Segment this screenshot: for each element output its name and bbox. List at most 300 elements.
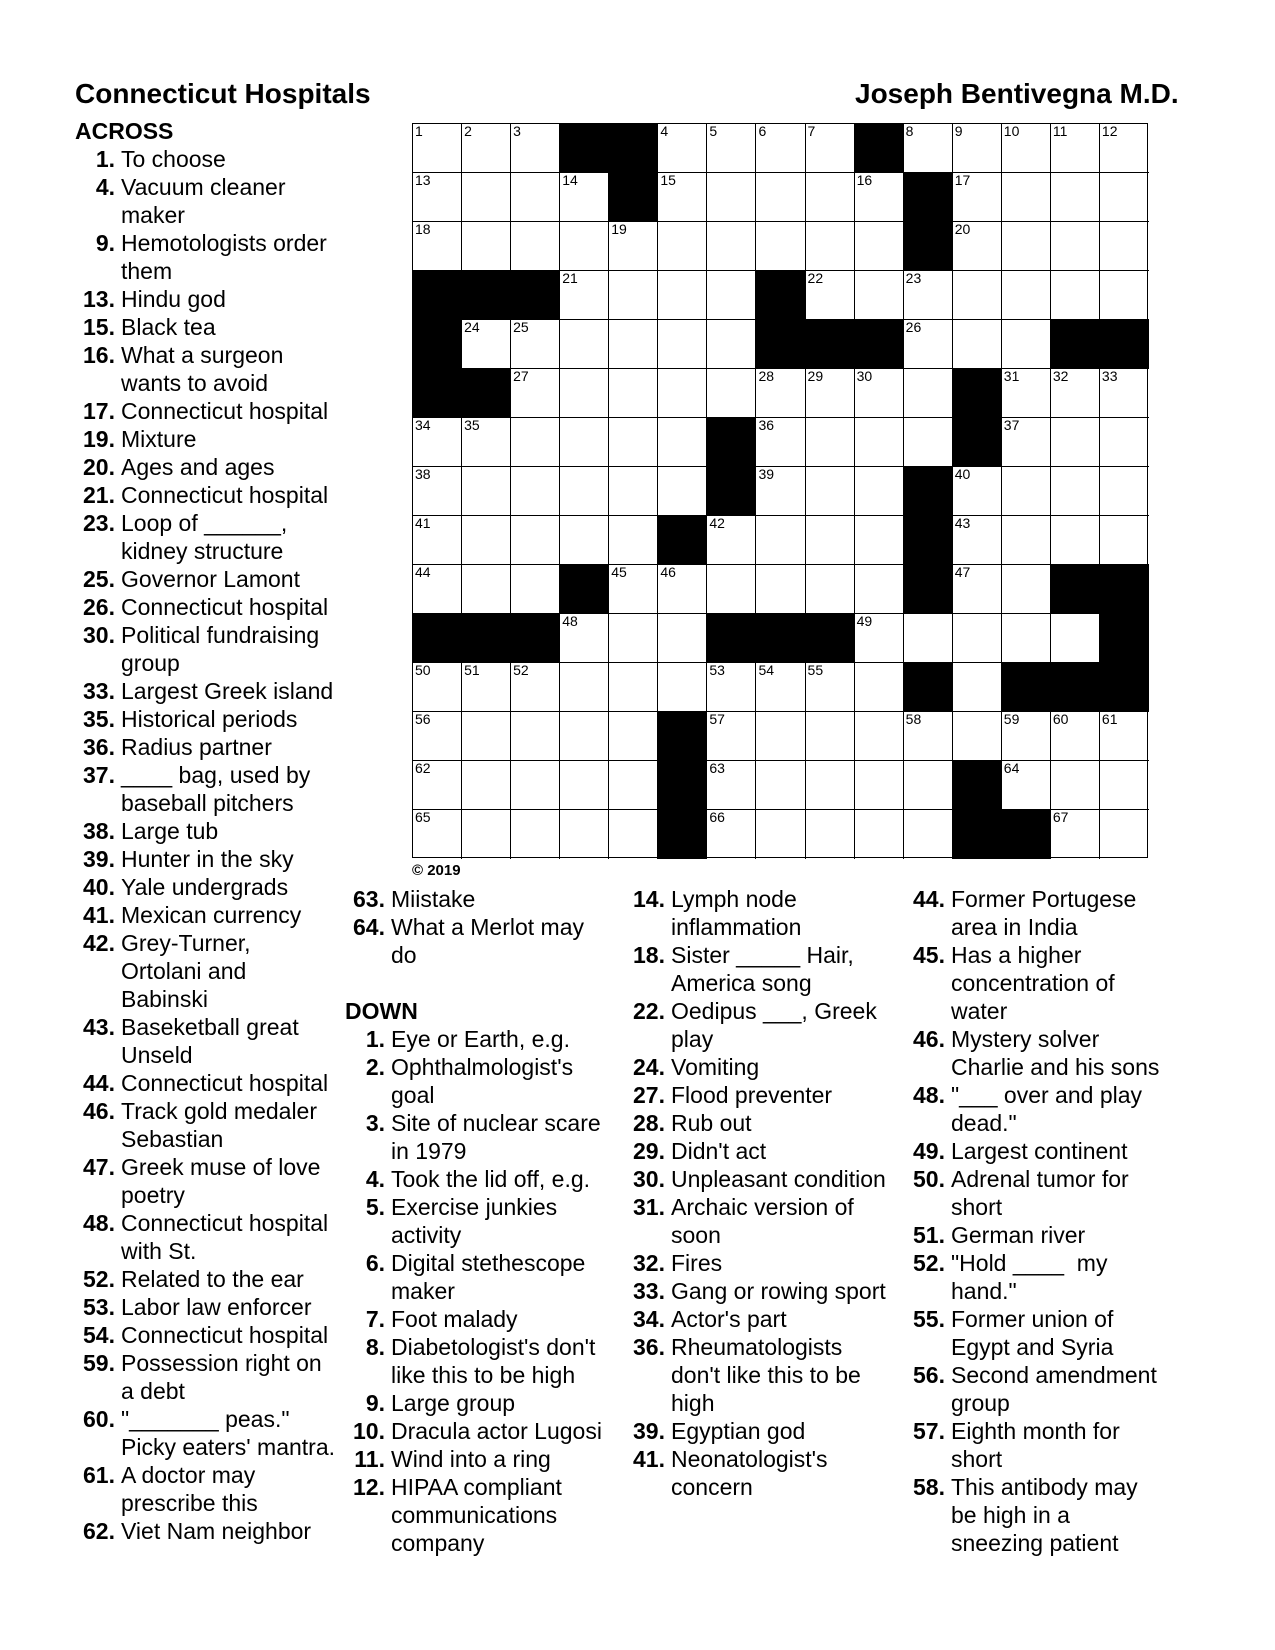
grid-cell[interactable] [904,369,953,418]
grid-cell[interactable] [560,810,609,859]
grid-cell[interactable] [658,173,707,222]
grid-cell[interactable] [560,516,609,565]
grid-cell[interactable] [658,124,707,173]
grid-cell[interactable] [1002,761,1051,810]
grid-cell[interactable] [560,173,609,222]
cell-number: 36 [758,417,775,433]
grid-cell[interactable] [707,516,756,565]
grid-cell[interactable] [953,320,1002,369]
grid-cell[interactable] [1051,761,1100,810]
clue-number: 53. [83,1294,115,1320]
grid-cell[interactable] [1100,222,1149,271]
cell-number: 3 [513,123,521,139]
clue-text: Labor law enforcer [121,1294,312,1320]
grid-cell[interactable] [1051,418,1100,467]
clue-item [905,1361,1205,1417]
clue-number: 43. [83,1014,115,1040]
grid-cell[interactable] [413,124,462,173]
clue-text: Former union of Egypt and Syria [951,1306,1114,1360]
grid-cell[interactable] [855,565,904,614]
grid-cell[interactable] [855,271,904,320]
grid-cell[interactable] [756,761,805,810]
grid-cell[interactable] [1051,222,1100,271]
clue-number: 39. [83,846,115,872]
clues-column-1 [75,117,345,1545]
clue-item [905,1305,1205,1361]
grid-cell[interactable] [855,418,904,467]
grid-cell[interactable] [1100,516,1149,565]
grid-cell[interactable] [560,418,609,467]
grid-cell[interactable] [609,467,658,516]
clue-item [345,1417,625,1445]
grid-cell[interactable] [658,663,707,712]
spacer [345,969,625,997]
black-square [904,222,953,271]
grid-cell[interactable] [462,467,511,516]
clue-item [625,997,905,1053]
cell-number: 62 [415,760,431,776]
grid-cell[interactable] [1100,124,1149,173]
clue-item [625,1305,905,1333]
clue-number: 9. [95,230,115,256]
clue-item [345,913,625,969]
grid-cell[interactable] [609,712,658,761]
clue-number: 9. [365,1390,385,1416]
clue-item [75,229,345,285]
cell-number: 4 [660,123,669,139]
cell-number: 13 [415,172,431,188]
cell-number: 27 [513,368,529,384]
grid-cell[interactable] [511,418,560,467]
grid-cell[interactable] [1002,712,1051,761]
clue-number: 17. [83,398,115,424]
grid-cell[interactable] [462,222,511,271]
clue-item [625,1081,905,1109]
grid-cell[interactable] [560,222,609,271]
grid-cell[interactable] [855,516,904,565]
grid-cell[interactable] [707,173,756,222]
black-square [904,467,953,516]
clue-item [75,845,345,873]
grid-cell[interactable] [658,369,707,418]
grid-cell[interactable] [511,516,560,565]
grid-cell[interactable] [953,124,1002,173]
grid-cell[interactable] [1100,810,1149,859]
grid-cell[interactable] [658,614,707,663]
clue-number: 27. [633,1082,665,1108]
grid-cell[interactable] [462,663,511,712]
clue-text: Vomiting [671,1054,760,1080]
clue-text: A doctor may prescribe this [121,1462,258,1516]
clue-number: 10. [353,1418,385,1444]
grid-cell[interactable] [756,663,805,712]
clue-text: Related to the ear [121,1266,304,1292]
grid-cell[interactable] [511,222,560,271]
clue-item [625,1053,905,1081]
clue-number: 59. [83,1350,115,1376]
grid-cell[interactable] [413,222,462,271]
grid-cell[interactable] [462,712,511,761]
cell-number: 5 [709,123,718,139]
grid-cell[interactable] [560,761,609,810]
grid-cell[interactable] [560,271,609,320]
cell-number: 64 [1003,760,1020,776]
grid-cell[interactable] [707,663,756,712]
grid-cell[interactable] [609,222,658,271]
clue-number: 48. [83,1210,115,1236]
grid-cell[interactable] [609,320,658,369]
black-square [462,614,511,663]
grid-cell[interactable] [1100,173,1149,222]
clue-item [345,1333,625,1389]
black-square [953,369,1002,418]
clue-item [345,1305,625,1333]
grid-cell[interactable] [756,467,805,516]
clue-item [75,1517,345,1545]
cell-number: 58 [905,711,922,727]
grid-cell[interactable] [806,761,855,810]
cell-number: 45 [611,564,627,580]
grid-cell[interactable] [707,222,756,271]
grid-cell[interactable] [953,271,1002,320]
grid-cell[interactable] [707,271,756,320]
clue-item [345,1389,625,1417]
grid-cell[interactable] [756,173,805,222]
grid-cell[interactable] [1051,516,1100,565]
grid-cell[interactable] [560,369,609,418]
grid-cell[interactable] [462,761,511,810]
clue-text: Dracula actor Lugosi [391,1418,602,1444]
grid-cell[interactable] [560,614,609,663]
grid-cell[interactable] [1002,467,1051,516]
grid-cell[interactable] [511,810,560,859]
grid-cell[interactable] [953,614,1002,663]
grid-cell[interactable] [707,810,756,859]
grid-cell[interactable] [1051,810,1100,859]
clue-number: 25. [83,566,115,592]
clue-number: 31. [633,1194,665,1220]
grid-cell[interactable] [1100,271,1149,320]
grid-cell[interactable] [806,222,855,271]
grid-cell[interactable] [1002,320,1051,369]
grid-cell[interactable] [658,565,707,614]
grid-cell[interactable] [413,810,462,859]
grid-cell[interactable] [707,369,756,418]
grid-cell[interactable] [806,565,855,614]
clue-number: 50. [913,1166,945,1192]
grid-cell[interactable] [904,761,953,810]
grid-cell[interactable] [953,712,1002,761]
clue-item [75,593,345,621]
grid-cell[interactable] [1002,271,1051,320]
clue-number: 47. [83,1154,115,1180]
clue-number: 62. [83,1518,115,1544]
grid-cell[interactable] [1100,712,1149,761]
cell-number: 14 [562,172,578,188]
cell-number: 20 [954,221,971,237]
grid-cell[interactable] [413,516,462,565]
clue-item [905,1137,1205,1165]
clue-item [75,1405,345,1461]
black-square [1051,565,1100,614]
grid-cell[interactable] [511,369,560,418]
grid-cell[interactable] [609,516,658,565]
clue-item [625,1417,905,1445]
clue-number: 39. [633,1418,665,1444]
grid-cell[interactable] [806,467,855,516]
grid-cell[interactable] [1100,418,1149,467]
grid-cell[interactable] [806,663,855,712]
clue-item [75,1209,345,1265]
grid-cell[interactable] [560,320,609,369]
grid-cell[interactable] [1051,712,1100,761]
grid-cell[interactable] [953,516,1002,565]
crossword-grid [412,123,1148,858]
clue-item [75,173,345,229]
grid-cell[interactable] [953,173,1002,222]
grid-cell[interactable] [511,320,560,369]
grid-cell[interactable] [707,712,756,761]
grid-cell[interactable] [511,124,560,173]
grid-cell[interactable] [1002,222,1051,271]
clue-number: 41. [633,1446,665,1472]
grid-cell[interactable] [609,761,658,810]
clue-number: 33. [633,1278,665,1304]
grid-cell[interactable] [904,614,953,663]
grid-cell[interactable] [413,418,462,467]
clue-item [75,1293,345,1321]
grid-cell[interactable] [806,810,855,859]
grid-cell[interactable] [658,418,707,467]
clue-item [345,1445,625,1473]
cell-number: 17 [954,172,971,188]
grid-cell[interactable] [707,565,756,614]
clue-text: Lymph node inflammation [671,886,802,940]
grid-cell[interactable] [609,565,658,614]
grid-cell[interactable] [1100,369,1149,418]
clue-text: Hindu god [121,286,226,312]
clue-text: Large tub [121,818,219,844]
grid-cell[interactable] [413,712,462,761]
clue-text: Governor Lamont [121,566,300,592]
clue-item [625,1445,905,1501]
black-square [658,516,707,565]
grid-cell[interactable] [806,516,855,565]
clue-number: 54. [83,1322,115,1348]
grid-cell[interactable] [1100,467,1149,516]
clue-item [75,901,345,929]
grid-cell[interactable] [413,467,462,516]
clue-item [75,509,345,565]
grid-cell[interactable] [462,320,511,369]
clue-number: 57. [913,1418,945,1444]
grid-cell[interactable] [609,663,658,712]
grid-cell[interactable] [1051,271,1100,320]
clue-number: 36. [83,734,115,760]
grid-cell[interactable] [609,418,658,467]
black-square [658,712,707,761]
grid-cell[interactable] [806,271,855,320]
grid-cell[interactable] [462,516,511,565]
clue-item [625,885,905,941]
grid-cell[interactable] [658,320,707,369]
grid-cell[interactable] [707,320,756,369]
grid-cell[interactable] [462,418,511,467]
black-square [707,418,756,467]
clue-item [905,885,1205,941]
grid-cell[interactable] [511,173,560,222]
clue-number: 46. [913,1026,945,1052]
grid-cell[interactable] [855,761,904,810]
grid-cell[interactable] [511,467,560,516]
grid-cell[interactable] [806,124,855,173]
grid-cell[interactable] [511,761,560,810]
grid-cell[interactable] [756,516,805,565]
grid-cell[interactable] [413,565,462,614]
cell-number: 34 [415,417,431,433]
grid-cell[interactable] [953,222,1002,271]
clue-number: 60. [83,1406,115,1432]
clue-text: Exercise junkies activity [391,1194,558,1248]
cell-number: 23 [905,270,922,286]
grid-cell[interactable] [904,810,953,859]
cell-number: 59 [1003,711,1020,727]
grid-cell[interactable] [1002,124,1051,173]
grid-cell[interactable] [756,418,805,467]
clue-text: Fires [671,1250,723,1276]
grid-cell[interactable] [806,369,855,418]
grid-cell[interactable] [1100,761,1149,810]
clue-item [75,1349,345,1405]
cell-number: 33 [1101,368,1118,384]
grid-cell[interactable] [1051,173,1100,222]
clue-item [75,145,345,173]
grid-cell[interactable] [756,222,805,271]
clue-number: 46. [83,1098,115,1124]
clue-text: "Hold ____ my hand." [951,1250,1108,1304]
cell-number: 21 [562,270,578,286]
clue-text: Gang or rowing sport [671,1278,886,1304]
grid-cell[interactable] [560,663,609,712]
grid-cell[interactable] [953,663,1002,712]
grid-cell[interactable] [1002,418,1051,467]
grid-cell[interactable] [953,467,1002,516]
clue-text: Yale undergrads [121,874,289,900]
cell-number: 8 [905,123,914,139]
cell-number: 30 [856,368,873,384]
clue-number: 61. [83,1462,115,1488]
cell-number: 12 [1101,123,1118,139]
grid-cell[interactable] [1002,369,1051,418]
grid-cell[interactable] [855,467,904,516]
clue-text: Didn't act [671,1138,767,1164]
grid-cell[interactable] [756,712,805,761]
grid-cell[interactable] [855,222,904,271]
clue-number: 3. [365,1110,385,1136]
clue-item [905,1025,1205,1081]
grid-cell[interactable] [756,565,805,614]
grid-cell[interactable] [462,124,511,173]
grid-cell[interactable] [1002,565,1051,614]
clue-number: 16. [83,342,115,368]
grid-cell[interactable] [560,712,609,761]
grid-cell[interactable] [756,124,805,173]
grid-cell[interactable] [756,369,805,418]
grid-cell[interactable] [609,271,658,320]
clue-item [905,1473,1205,1557]
grid-cell[interactable] [1002,516,1051,565]
grid-cell[interactable] [806,712,855,761]
grid-cell[interactable] [413,761,462,810]
grid-cell[interactable] [462,173,511,222]
grid-cell[interactable] [855,614,904,663]
clue-item [625,1137,905,1165]
grid-cell[interactable] [855,712,904,761]
grid-cell[interactable] [1002,614,1051,663]
grid-cell[interactable] [413,173,462,222]
grid-cell[interactable] [511,565,560,614]
grid-cell[interactable] [1051,614,1100,663]
grid-cell[interactable] [855,810,904,859]
grid-cell[interactable] [707,761,756,810]
black-square [953,418,1002,467]
cell-number: 60 [1052,711,1069,727]
cell-number: 49 [856,613,873,629]
grid-cell[interactable] [904,124,953,173]
grid-cell[interactable] [609,810,658,859]
grid-cell[interactable] [855,369,904,418]
grid-cell[interactable] [658,271,707,320]
grid-cell[interactable] [658,222,707,271]
grid-cell[interactable] [511,663,560,712]
grid-cell[interactable] [462,810,511,859]
grid-cell[interactable] [1051,467,1100,516]
grid-cell[interactable] [953,565,1002,614]
grid-cell[interactable] [511,712,560,761]
grid-cell[interactable] [658,467,707,516]
grid-cell[interactable] [855,173,904,222]
grid-cell[interactable] [756,810,805,859]
grid-cell[interactable] [1051,369,1100,418]
clue-text: Black tea [121,314,216,340]
clue-item [905,941,1205,1025]
clue-item [75,397,345,425]
grid-cell[interactable] [904,320,953,369]
grid-cell[interactable] [462,565,511,614]
clue-number: 8. [365,1334,385,1360]
grid-cell[interactable] [609,369,658,418]
grid-cell[interactable] [904,712,953,761]
clue-item [75,1013,345,1069]
clues-column-4 [905,885,1205,1557]
cell-number: 10 [1003,123,1020,139]
grid-cell[interactable] [806,418,855,467]
grid-cell[interactable] [609,614,658,663]
clue-item [345,885,625,913]
grid-cell[interactable] [904,418,953,467]
grid-cell[interactable] [1002,173,1051,222]
clue-number: 49. [913,1138,945,1164]
grid-cell[interactable] [1051,124,1100,173]
grid-cell[interactable] [560,467,609,516]
grid-cell[interactable] [707,124,756,173]
black-square [1051,663,1100,712]
clue-text: Grey-Turner, Ortolani and Babinski [121,930,251,1012]
grid-cell[interactable] [806,173,855,222]
grid-cell[interactable] [904,271,953,320]
grid-cell[interactable] [855,663,904,712]
grid-cell[interactable] [413,663,462,712]
